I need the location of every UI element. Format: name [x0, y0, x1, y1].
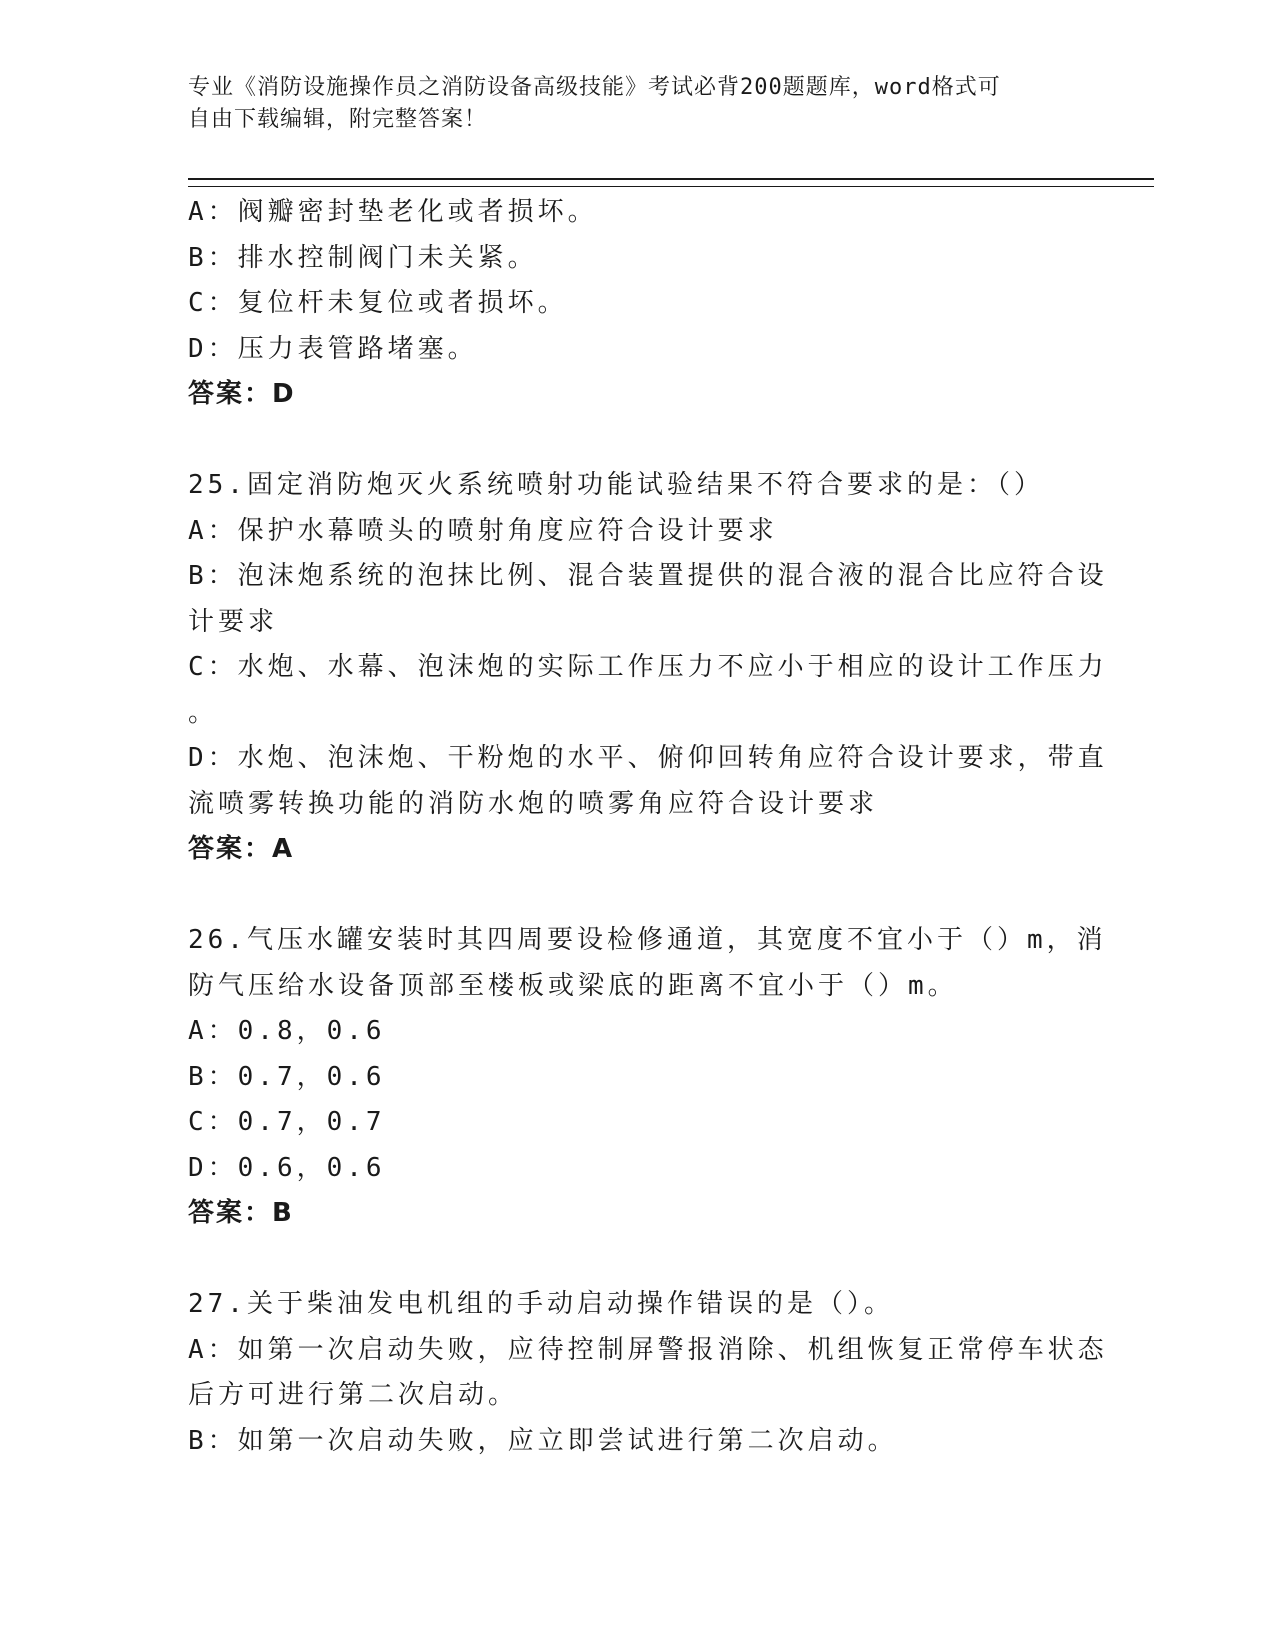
question-text: 26.气压水罐安装时其四周要设检修通道，其宽度不宜小于（）m，消	[188, 925, 1107, 955]
option-b: B：排水控制阀门未关紧。	[188, 242, 538, 273]
option-a: A：0.8，0.6	[188, 1016, 386, 1046]
question-27-block	[188, 1282, 1108, 1464]
question-text: 25.固定消防炮灭火系统喷射功能试验结果不符合要求的是：（）	[188, 470, 1044, 500]
answer-line: 答案：D	[188, 379, 296, 409]
option-b: B：如第一次启动失败，应立即尝试进行第二次启动。	[188, 1425, 898, 1456]
header-line-1: 专业《消防设施操作员之消防设备高级技能》考试必背200题题库，word格式可	[188, 75, 1001, 100]
question-text-continued: 防气压给水设备顶部至楼板或梁底的距离不宜小于（）m。	[188, 970, 958, 1001]
option-d: D：水炮、泡沫炮、干粉炮的水平、俯仰回转角应符合设计要求，带直	[188, 743, 1108, 773]
answer-line: 答案：A	[188, 834, 295, 864]
document-header	[188, 72, 1088, 136]
option-b-continued: 计要求	[188, 606, 279, 637]
option-c-continued: 。	[188, 697, 219, 728]
option-d: D：0.6，0.6	[188, 1152, 386, 1183]
question-25-block	[188, 463, 1108, 873]
option-a: A：如第一次启动失败，应待控制屏警报消除、机组恢复正常停车状态	[188, 1334, 1108, 1365]
spacer	[188, 873, 1088, 919]
header-line-2: 自由下载编辑，附完整答案！	[188, 107, 488, 132]
header-divider	[188, 178, 1154, 187]
option-c: C：水炮、水幕、泡沫炮的实际工作压力不应小于相应的设计工作压力	[188, 652, 1108, 682]
question-content	[188, 190, 1108, 1464]
question-26-block	[188, 918, 1107, 1237]
spacer	[188, 418, 1088, 464]
option-b: B：泡沫炮系统的泡抹比例、混合装置提供的混合液的混合比应符合设	[188, 561, 1108, 591]
question-24-block	[188, 190, 1088, 418]
option-c: C：0.7，0.7	[188, 1107, 386, 1137]
option-a: A：阀瓣密封垫老化或者损坏。	[188, 197, 598, 227]
option-a-continued: 后方可进行第二次启动。	[188, 1380, 519, 1410]
question-text: 27.关于柴油发电机组的手动启动操作错误的是（）。	[188, 1289, 894, 1319]
answer-line: 答案：B	[188, 1198, 294, 1228]
option-a: A：保护水幕喷头的喷射角度应符合设计要求	[188, 515, 778, 546]
option-b: B：0.7，0.6	[188, 1061, 386, 1092]
option-d: D：压力表管路堵塞。	[188, 333, 478, 364]
option-c: C：复位杆未复位或者损坏。	[188, 288, 568, 318]
option-d-continued: 流喷雾转换功能的消防水炮的喷雾角应符合设计要求	[188, 788, 879, 819]
spacer	[188, 1237, 1088, 1283]
